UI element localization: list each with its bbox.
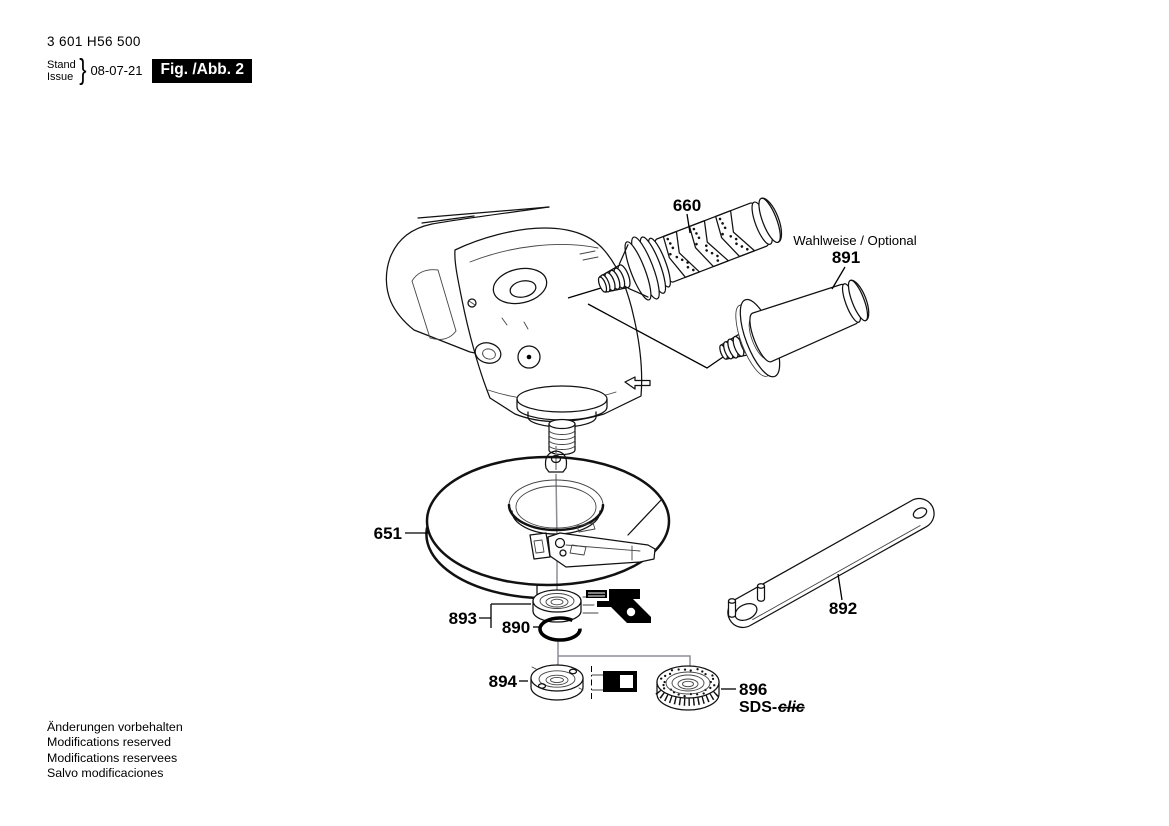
part-label-893: 893 bbox=[448, 609, 477, 628]
mounting-direction-icon-flange bbox=[583, 589, 651, 623]
footer-line-es: Salvo modificaciones bbox=[47, 765, 164, 780]
sds-clic-logo: clic bbox=[778, 699, 805, 716]
angle-grinder-body bbox=[386, 207, 650, 455]
stand-issue-label: Stand Issue bbox=[47, 58, 76, 83]
part-label-890: 890 bbox=[501, 618, 531, 637]
wheel-guard-651 bbox=[426, 451, 669, 598]
mounting-direction-icon-nut bbox=[592, 666, 638, 700]
optional-note: Wahlweise / Optional bbox=[793, 233, 917, 248]
part-label-892: 892 bbox=[828, 599, 858, 618]
issue-date: 08-07-21 bbox=[90, 63, 143, 78]
figure-badge: Fig. /Abb. 2 bbox=[152, 59, 252, 83]
footer-line-de: Änderungen vorbehalten bbox=[47, 720, 183, 734]
part-label-651: 651 bbox=[373, 524, 402, 543]
legal-footer bbox=[47, 720, 183, 781]
footer-line-en: Modifications reserved bbox=[47, 735, 171, 750]
clamping-nut-894 bbox=[531, 665, 583, 700]
part-label-896: 896 bbox=[739, 680, 768, 699]
sds-clic-prefix: SDS- bbox=[739, 699, 778, 716]
part-label-660: 660 bbox=[672, 196, 702, 215]
part-label-891: 891 bbox=[831, 248, 861, 267]
leader-892 bbox=[838, 574, 842, 600]
brace-glyph: } bbox=[78, 54, 87, 86]
footer-line-fr: Modifications reservees bbox=[47, 750, 178, 765]
sds-clic-nut-896 bbox=[657, 666, 719, 710]
part-label-894: 894 bbox=[488, 672, 517, 691]
type-number: 3 601 H56 500 bbox=[47, 34, 141, 49]
side-handle-891 bbox=[706, 259, 880, 391]
